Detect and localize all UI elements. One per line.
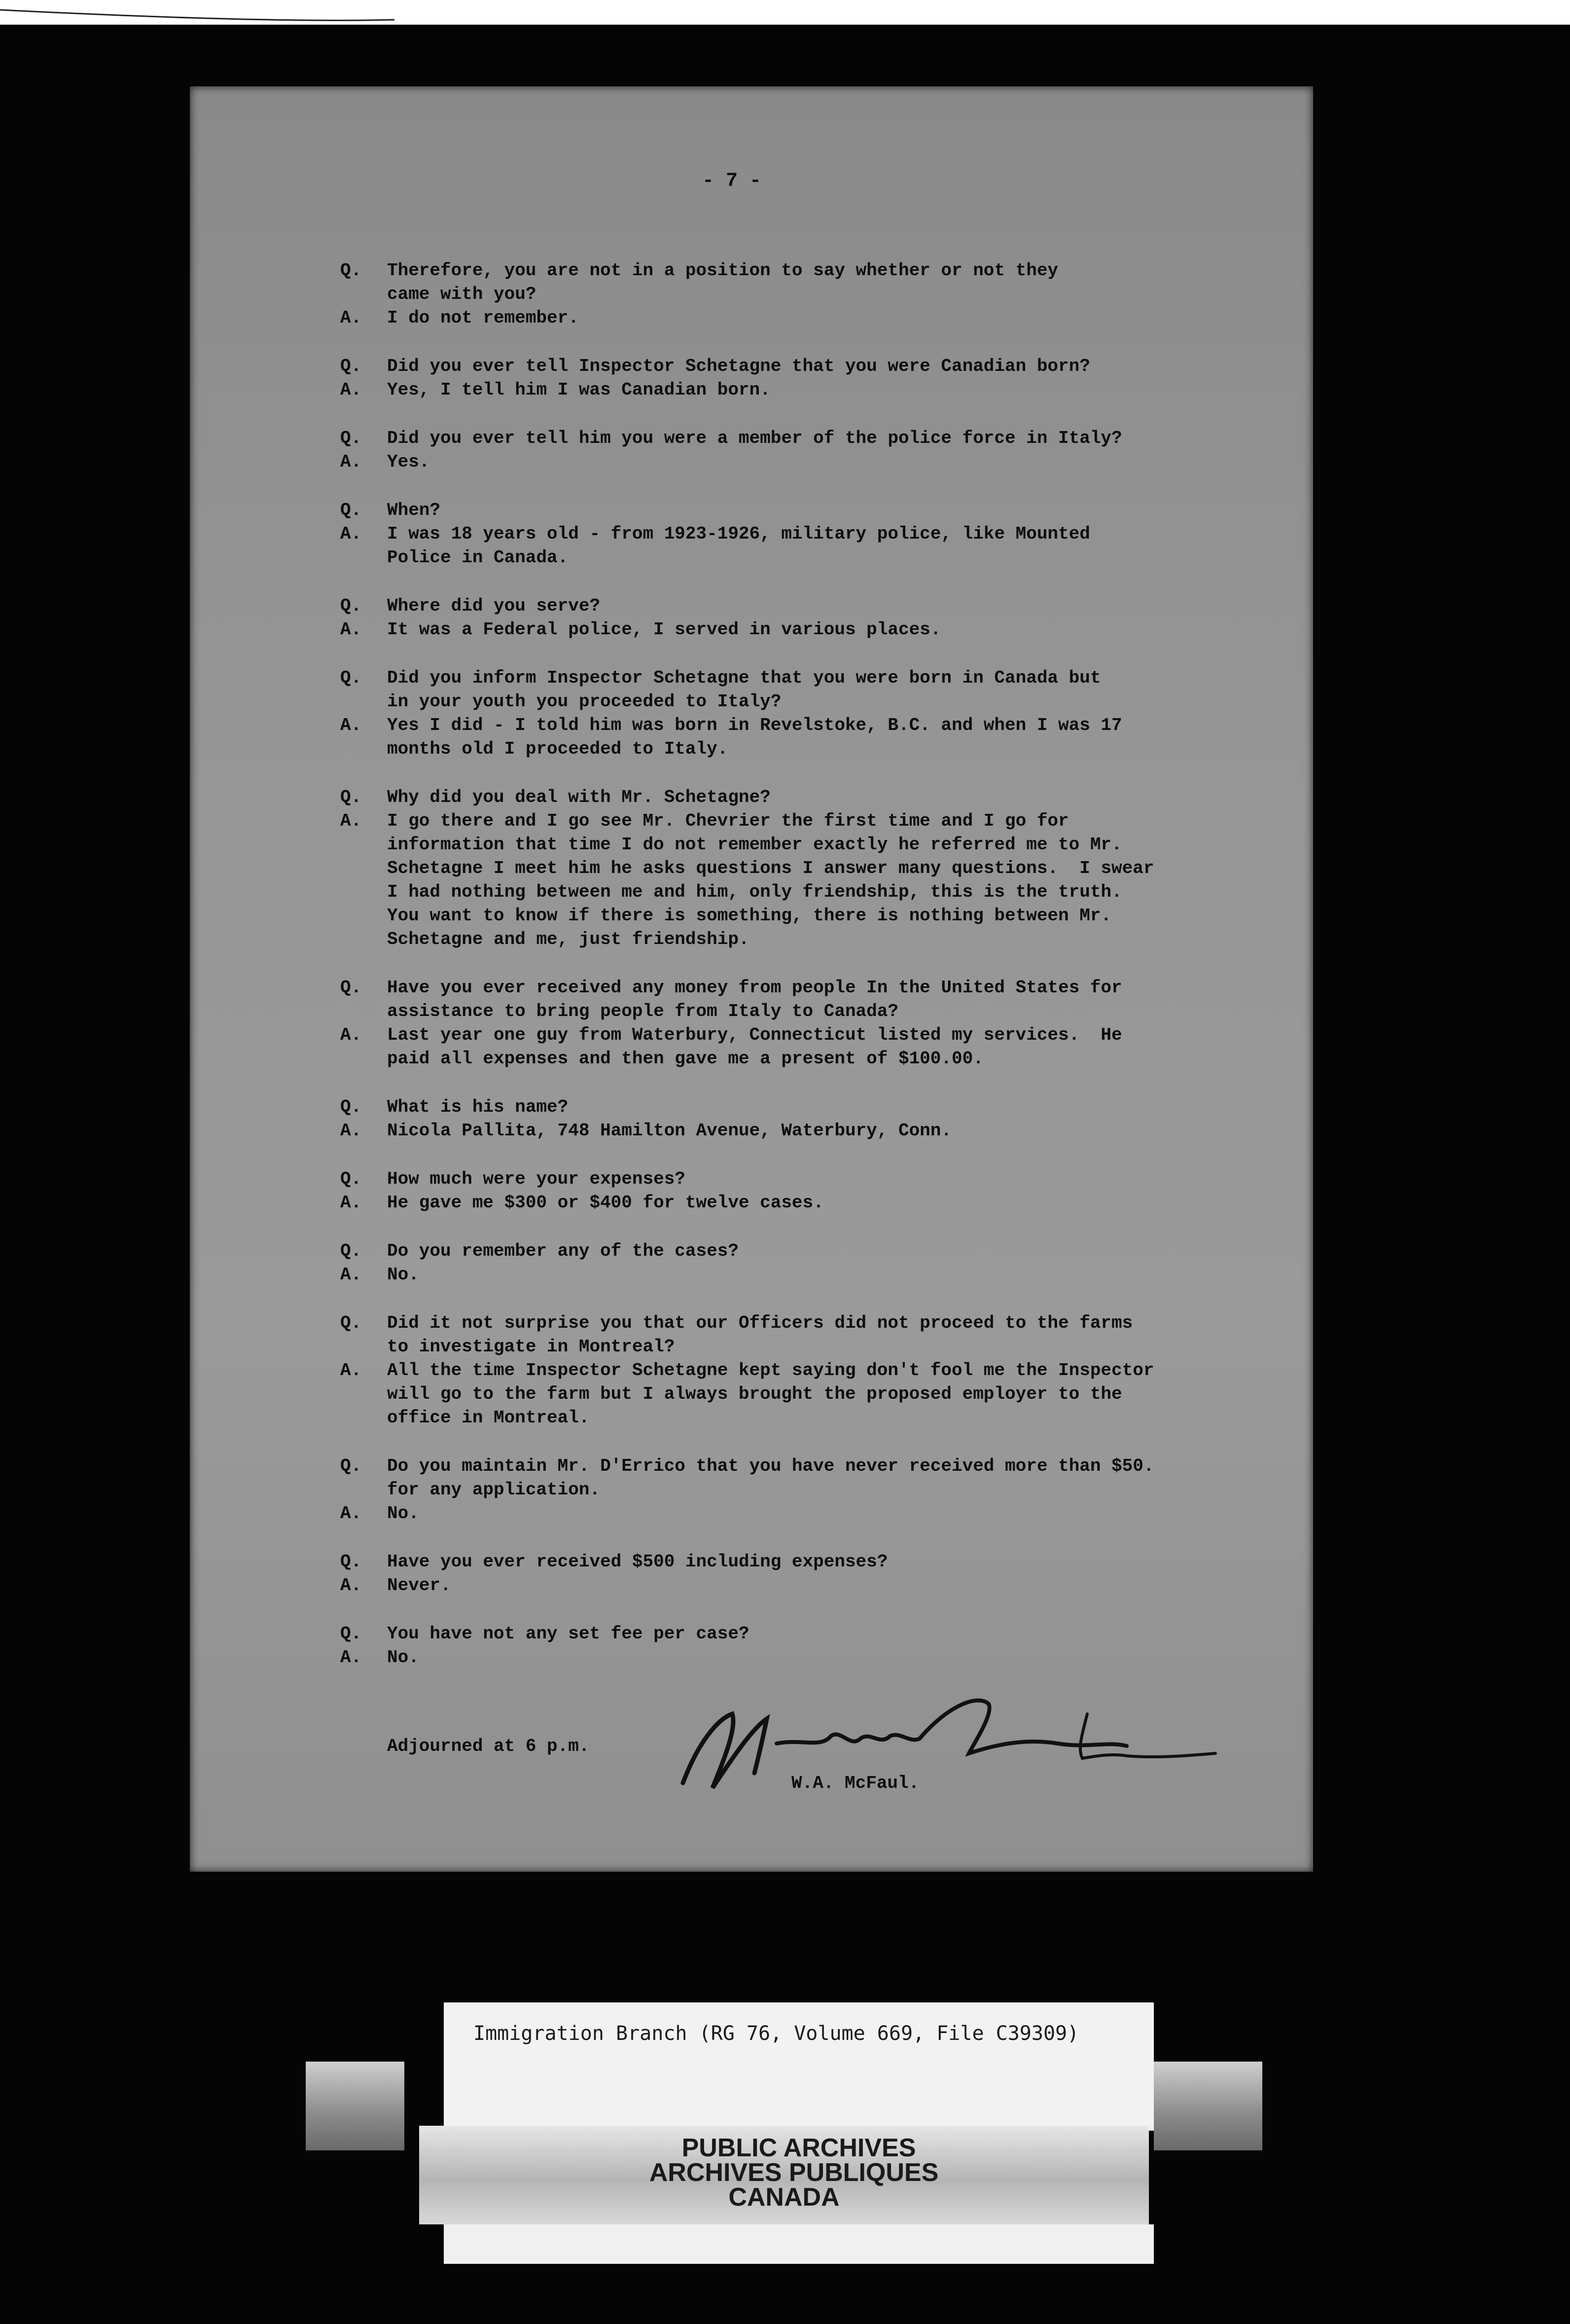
question-marker: Q. — [340, 428, 362, 448]
answer-line — [340, 618, 1277, 642]
question-text: You have not any set fee per case? — [387, 1624, 749, 1644]
answer-marker — [340, 1406, 387, 1430]
answer-marker: A. — [340, 1575, 362, 1596]
archive-stamp-base — [444, 2224, 1154, 2264]
question-line — [340, 786, 1277, 809]
stamp-line: PUBLIC ARCHIVES — [681, 2134, 916, 2162]
stamp-line: CANADA — [728, 2183, 840, 2212]
answer-line — [340, 1023, 1277, 1047]
answer-line — [340, 546, 1277, 570]
answer-marker: A. — [340, 1360, 362, 1380]
answer-marker: A. — [340, 308, 362, 328]
question-line — [340, 1622, 1277, 1646]
answer-marker — [340, 880, 387, 904]
answer-line — [340, 1646, 1277, 1670]
question-marker: Q. — [340, 1097, 362, 1117]
answer-text: I do not remember. — [387, 308, 579, 328]
archive-stamp — [419, 2126, 1149, 2224]
answer-marker — [340, 737, 387, 761]
qa-pair — [340, 1311, 1277, 1430]
answer-marker: A. — [340, 1647, 362, 1668]
question-text: assistance to bring people from Italy to Canada? — [387, 1001, 898, 1021]
answer-text: No. — [387, 1503, 419, 1524]
answer-line — [340, 450, 1277, 474]
answer-marker: A. — [340, 380, 362, 400]
question-line — [340, 1454, 1277, 1478]
question-text: Therefore, you are not in a position to say whether or not they — [387, 260, 1059, 281]
answer-marker: A. — [340, 452, 362, 472]
answer-line — [340, 1047, 1277, 1071]
qa-pair — [340, 1239, 1277, 1287]
qa-pair — [340, 1095, 1277, 1143]
question-text: Do you remember any of the cases? — [387, 1241, 739, 1261]
stamp-wing-right — [1154, 2062, 1262, 2150]
question-marker — [340, 1000, 387, 1023]
answer-marker — [340, 833, 387, 857]
answer-marker — [340, 1047, 387, 1071]
qa-pair — [340, 355, 1277, 402]
answer-marker — [340, 904, 387, 928]
question-marker — [340, 1335, 387, 1359]
question-marker: Q. — [340, 356, 362, 376]
question-line — [340, 283, 1277, 306]
question-marker: Q. — [340, 1552, 362, 1572]
qa-pair — [340, 427, 1277, 474]
qa-transcript — [340, 259, 1277, 1694]
question-marker: Q. — [340, 1313, 362, 1333]
qa-pair — [340, 786, 1277, 951]
question-marker: Q. — [340, 1169, 362, 1189]
answer-text: paid all expenses and then gave me a present of $100.00. — [387, 1049, 984, 1069]
answer-marker: A. — [340, 715, 362, 735]
qa-pair — [340, 666, 1277, 761]
question-line — [340, 1000, 1277, 1023]
answer-line — [340, 522, 1277, 546]
question-text: Did you ever tell him you were a member of the police force in Italy? — [387, 428, 1122, 448]
answer-text: I had nothing between me and him, only friendship, this is the truth. — [387, 882, 1122, 902]
answer-line — [340, 1382, 1277, 1406]
answer-line — [340, 737, 1277, 761]
question-marker: Q. — [340, 1456, 362, 1476]
answer-line — [340, 1502, 1277, 1525]
question-marker: Q. — [340, 668, 362, 688]
handwritten-signature — [653, 1684, 1245, 1803]
question-text: What is his name? — [387, 1097, 569, 1117]
answer-line — [340, 880, 1277, 904]
answer-marker — [340, 1382, 387, 1406]
answer-line — [340, 1359, 1277, 1382]
archive-reference-card — [444, 2002, 1154, 2131]
question-marker: Q. — [340, 1624, 362, 1644]
qa-pair — [340, 499, 1277, 570]
question-line — [340, 259, 1277, 283]
question-marker — [340, 1478, 387, 1502]
page-number: - 7 - — [702, 170, 762, 192]
question-text: Did you inform Inspector Schetagne that you were born in Canada but — [387, 668, 1101, 688]
answer-marker — [340, 857, 387, 880]
question-marker: Q. — [340, 596, 362, 616]
question-marker — [340, 283, 387, 306]
question-text: Have you ever received any money from people In the United States for — [387, 978, 1122, 998]
question-text: Why did you deal with Mr. Schetagne? — [387, 787, 771, 807]
answer-text: Nicola Pallita, 748 Hamilton Avenue, Waterbury, Conn. — [387, 1121, 952, 1141]
answer-line — [340, 1191, 1277, 1215]
answer-text: I was 18 years old - from 1923-1926, military police, like Mounted — [387, 524, 1090, 544]
question-text: Did it not surprise you that our Officers did not proceed to the farms — [387, 1313, 1133, 1333]
qa-pair — [340, 1550, 1277, 1598]
answer-marker — [340, 928, 387, 951]
qa-pair — [340, 976, 1277, 1071]
answer-text: Yes, I tell him I was Canadian born. — [387, 380, 771, 400]
answer-line — [340, 904, 1277, 928]
question-text: Did you ever tell Inspector Schetagne that you were Canadian born? — [387, 356, 1090, 376]
question-line — [340, 1311, 1277, 1335]
answer-text: He gave me $300 or $400 for twelve cases. — [387, 1193, 824, 1213]
question-line — [340, 355, 1277, 378]
answer-marker: A. — [340, 811, 362, 831]
answer-line — [340, 306, 1277, 330]
film-edge — [0, 0, 1570, 25]
question-text: Do you maintain Mr. D'Errico that you have never received more than $50. — [387, 1456, 1154, 1476]
answer-line — [340, 1263, 1277, 1287]
question-marker: Q. — [340, 787, 362, 807]
stamp-line: ARCHIVES PUBLIQUES — [649, 2158, 939, 2187]
question-text: How much were your expenses? — [387, 1169, 685, 1189]
question-line — [340, 1335, 1277, 1359]
answer-text: Schetagne I meet him he asks questions I answer many questions. I swear — [387, 858, 1154, 878]
question-line — [340, 1239, 1277, 1263]
answer-marker: A. — [340, 524, 362, 544]
answer-line — [340, 1574, 1277, 1598]
question-line — [340, 1478, 1277, 1502]
answer-text: months old I proceeded to Italy. — [387, 739, 728, 759]
qa-pair — [340, 1167, 1277, 1215]
question-marker — [340, 690, 387, 714]
question-text: When? — [387, 500, 441, 520]
answer-text: office in Montreal. — [387, 1408, 590, 1428]
signer-name: W.A. McFaul. — [791, 1773, 920, 1793]
question-text: for any application. — [387, 1480, 601, 1500]
answer-line — [340, 1406, 1277, 1430]
typed-page — [190, 86, 1313, 1872]
qa-pair — [340, 594, 1277, 642]
answer-text: will go to the farm but I always brought the proposed employer to the — [387, 1384, 1122, 1404]
question-line — [340, 1550, 1277, 1574]
answer-marker: A. — [340, 1025, 362, 1045]
answer-line — [340, 809, 1277, 833]
answer-line — [340, 714, 1277, 737]
answer-line — [340, 833, 1277, 857]
question-marker: Q. — [340, 260, 362, 281]
answer-text: All the time Inspector Schetagne kept saying don't fool me the Inspector — [387, 1360, 1154, 1380]
answer-text: Schetagne and me, just friendship. — [387, 929, 749, 949]
answer-text: It was a Federal police, I served in various places. — [387, 619, 941, 640]
question-line — [340, 1095, 1277, 1119]
answer-text: No. — [387, 1265, 419, 1285]
question-text: Have you ever received $500 including expenses? — [387, 1552, 888, 1572]
question-line — [340, 594, 1277, 618]
answer-marker: A. — [340, 1503, 362, 1524]
film-edge-curve — [0, 0, 1570, 25]
question-marker: Q. — [340, 500, 362, 520]
answer-marker — [340, 546, 387, 570]
question-line — [340, 427, 1277, 450]
archive-reference: Immigration Branch (RG 76, Volume 669, File C39309) — [473, 2022, 1079, 2045]
question-line — [340, 1167, 1277, 1191]
answer-text: Police in Canada. — [387, 547, 569, 568]
question-text: Where did you serve? — [387, 596, 601, 616]
adjournment-note: Adjourned at 6 p.m. — [387, 1736, 590, 1756]
question-text: came with you? — [387, 284, 536, 304]
qa-pair — [340, 1454, 1277, 1525]
answer-text: information that time I do not remember exactly he referred me to Mr. — [387, 835, 1122, 855]
answer-text: You want to know if there is something, there is nothing between Mr. — [387, 906, 1112, 926]
answer-text: Never. — [387, 1575, 451, 1596]
answer-marker: A. — [340, 619, 362, 640]
answer-text: I go there and I go see Mr. Chevrier the first time and I go for — [387, 811, 1069, 831]
question-text: to investigate in Montreal? — [387, 1337, 675, 1357]
qa-pair — [340, 259, 1277, 330]
question-line — [340, 976, 1277, 1000]
question-marker: Q. — [340, 978, 362, 998]
qa-pair — [340, 1622, 1277, 1670]
answer-marker: A. — [340, 1193, 362, 1213]
question-marker: Q. — [340, 1241, 362, 1261]
answer-line — [340, 928, 1277, 951]
answer-text: Last year one guy from Waterbury, Connecticut listed my services. He — [387, 1025, 1122, 1045]
answer-marker: A. — [340, 1265, 362, 1285]
answer-line — [340, 1119, 1277, 1143]
answer-marker: A. — [340, 1121, 362, 1141]
answer-line — [340, 378, 1277, 402]
question-text: in your youth you proceeded to Italy? — [387, 691, 782, 712]
answer-text: Yes. — [387, 452, 430, 472]
answer-line — [340, 857, 1277, 880]
stamp-wing-left — [306, 2062, 404, 2150]
answer-text: Yes I did - I told him was born in Revelstoke, B.C. and when I was 17 — [387, 715, 1122, 735]
question-line — [340, 499, 1277, 522]
question-line — [340, 666, 1277, 690]
question-line — [340, 690, 1277, 714]
answer-text: No. — [387, 1647, 419, 1668]
